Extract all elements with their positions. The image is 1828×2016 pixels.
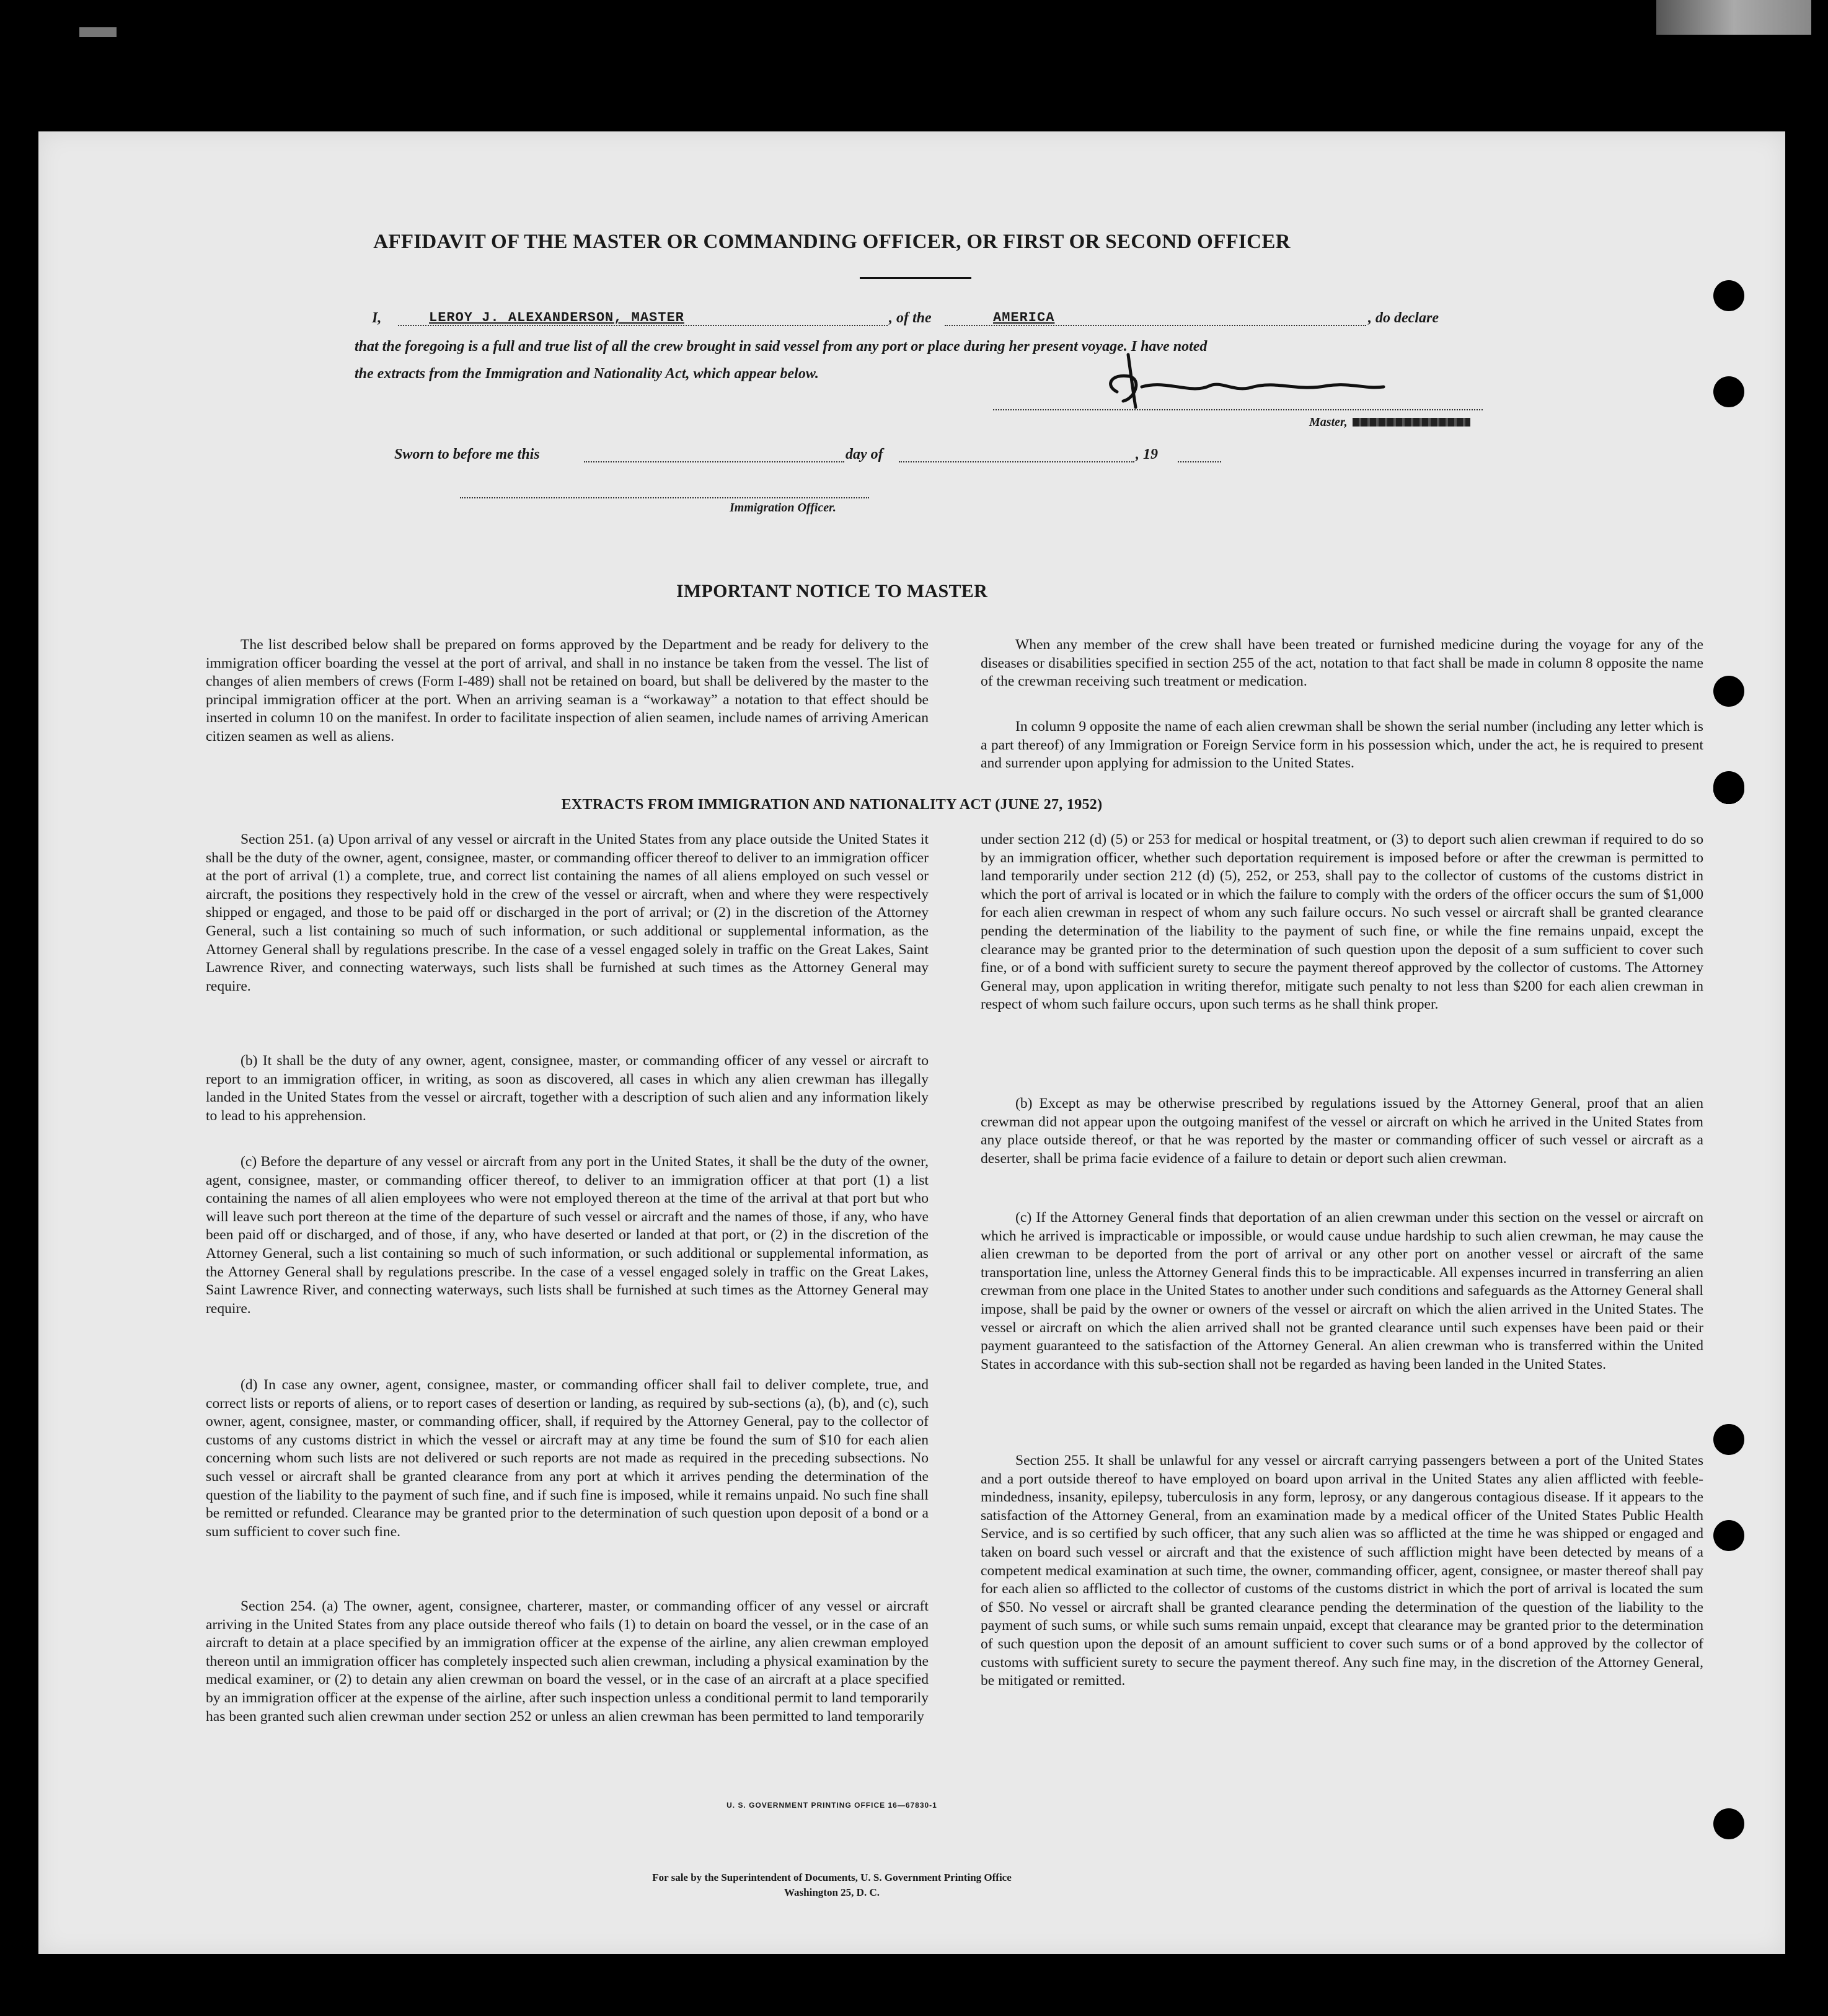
i-label: I, [372,310,382,326]
vessel-name-field[interactable]: AMERICA [993,310,1055,325]
punch-hole [1713,773,1744,804]
notice-right-paragraph-2: In column 9 opposite the name of each alien crewman shall be shown the serial number (including any letter which is a part thereof) of any Immigration or Foreign Service form in his possession which, under the act, he is required to present and surrender upon applying for admission to the United States. [981,718,1703,772]
day-of-label: day of [846,446,883,462]
section-251-c: (c) Before the departure of any vessel or aircraft from any port in the United States, it shall be the duty of the owner, agent, consignee, master, or commanding officer thereof, to deliver to an immigration officer at that port (1) a list containing the names of all alien employees who were not employed thereon at the time of the arrival at that port but who will leave such port thereon at the time of the departure of such vessel or aircraft and the names of those, if any, who have been paid off or discharged, and of those, if any, who have deserted or landed at that port, or (2) in the discretion of the Attorney General, such a list containing so much of such information, or such additional or supplemental information, as the Attorney General shall by regulations prescribe. In the case of a vessel engaged solely in traffic on the Great Lakes, Saint Lawrence River, and connecting waterways, such lists shall be furnished at such times as the Attorney General may require. [206,1154,929,1317]
struck-out-title [1353,418,1470,427]
declaration-line-2: that the foregoing is a full and true list of all the crew brought in said vessel from any port or place during her present voyage. I have noted [355,338,1208,355]
document-page [38,131,1785,1954]
notice-right-paragraph-1: When any member of the crew shall have been treated or furnished medicine during the voyage for any of the diseases or disabilities specified in section 255 of the act, notation to that fact shall be made in column 8 opposite the name of the crewman receiving such treatment or medication. [981,637,1703,690]
punch-hole [1713,676,1744,707]
signature-line [993,409,1483,410]
section-251-b: (b) It shall be the duty of any owner, agent, consignee, master, or commanding officer of any vessel or aircraft to report to an immigration officer, in writing, as soon as discovered, all cases in which any alien crewman has illegally landed in the United States from the vessel or aircraft, together with a description of such alien and any information likely to lead to his apprehension. [206,1053,929,1124]
master-label: Master, [1309,415,1348,429]
declaration-line-3: the extracts from the Immigration and Nationality Act, which appear below. [355,366,819,382]
punch-hole [1713,1808,1744,1839]
punch-hole [1713,1424,1744,1455]
sworn-label: Sworn to before me this [394,446,540,462]
printing-office-line: U. S. GOVERNMENT PRINTING OFFICE 16—67830-1 [726,1801,937,1810]
sworn-day-line [584,461,844,462]
notice-left-paragraph: The list described below shall be prepared on forms approved by the Department and be ready for delivery to the immigration officer boarding the vessel at the port of arrival, and shall in no instance be taken from the vessel. The list of changes of alien members of crews (Form I-489) shall not be retained on board, but shall be delivered by the master to the principal immigration officer at the port. When an arriving seaman is a “workaway” a notation to that effect should be inserted in column 10 on the manifest. In order to facilitate inspection of alien seamen, include names of arriving American citizen seamen as well as aliens. [206,637,929,745]
section-251-a: Section 251. (a) Upon arrival of any vessel or aircraft in the United States from any place outside the United States it shall be the duty of the owner, agent, consignee, master, or commanding officer thereof to deliver to an immigration officer at the port of arrival (1) a complete, true, and correct list containing the names of all aliens employed on such vessel or aircraft, the positions they respectively hold in the crew of the vessel or aircraft, when and where they were respectively shipped or engaged, and those to be paid off or discharged in the port of arrival; or (2) in the discretion of the Attorney General, such a list containing so much of such information, or such additional or supplemental information, as the Attorney General shall by regulations prescribe. In the case of a vessel engaged solely in traffic on the Great Lakes, Saint Lawrence River, and connecting waterways, such lists shall be furnished at such times as the Attorney General may require. [206,831,929,994]
punch-hole [1713,1520,1744,1551]
footer-line-1: For sale by the Superintendent of Documents, U. S. Government Printing Office [652,1872,1012,1883]
section-254-b: (b) Except as may be otherwise prescribed by regulations issued by the Attorney General, proof that an alien crewman did not appear upon the outgoing manifest of the vessel or aircraft on which he arrived in the United States from any place outside thereof, or that he was reported by the master or commanding officer of such vessel or aircraft as a deserter, shall be prima facie evidence of a failure to detain or deport such alien crewman. [981,1095,1703,1167]
affidavit-title: AFFIDAVIT OF THE MASTER OR COMMANDING OFFICER, OR FIRST OR SECOND OFFICER [373,231,1291,253]
immigration-officer-label: Immigration Officer. [730,501,836,515]
master-signature [1092,348,1427,417]
master-name-field[interactable]: LEROY J. ALEXANDERSON, MASTER [429,310,684,325]
punch-hole [1713,376,1744,407]
notice-title: IMPORTANT NOTICE TO MASTER [676,581,988,601]
sworn-year-line [1178,461,1221,462]
scan-smudge-top-left [79,27,117,37]
section-254-a: Section 254. (a) The owner, agent, consignee, charterer, master, or commanding officer of any vessel or aircraft arriving in the United States from any place outside thereof who fails (1) to detain on board the vessel, or in the case of an aircraft to detain at a place specified by an immigration officer at the expense of the airline, any alien crewman employed thereon until an immigration officer has completely inspected such alien crewman, including a physical examination by the medical examiner, or (2) to detain any alien crewman on board the vessel, or in the case of an aircraft at a place specified by an immigration officer at the expense of the airline, after such inspection unless a conditional permit to land temporarily has been granted such alien crewman under section 252 or unless an alien crewman has been permitted to land temporarily [206,1598,929,1725]
scan-smudge-top-right [1656,0,1811,35]
section-251-d: (d) In case any owner, agent, consignee, master, or commanding officer shall fail to deliver complete, true, and correct lists or reports of aliens, or to report cases of desertion or landing, as required by sub-sections (a), (b), and (c), such owner, agent, consignee, master, or commanding officer, shall, if required by the Attorney General, pay to the collector of customs of any customs district in which the vessel or aircraft may at any time be found the sum of $10 for each alien concerning whom such lists are not delivered or such reports are not made as required in the preceding subsections. No such vessel or aircraft shall be granted clearance from any port at which it arrives pending the determination of the question of the liability to the payment of such fine, and if such fine is imposed, while it remains unpaid. No such fine shall be remitted or refunded. Clearance may be granted prior to the determination of such question upon deposit of a bond or a sum sufficient to cover such fine. [206,1377,929,1540]
section-254-c: (c) If the Attorney General finds that deportation of an alien crewman under this section on the vessel or aircraft on which he arrived is impracticable or impossible, or would cause undue hardship to such alien crewman, he may cause the alien crewman to be deported from the port of arrival or any other port on another vessel or aircraft of the same transportation line, unless the Attorney General finds this to be impracticable. All expenses incurred in transferring an alien crewman from one place in the United States to another under such conditions and safeguards as the Attorney General shall impose, shall be paid by the owner or owners of the vessel or aircraft on which the alien arrived in the United States. The vessel or aircraft on which the alien arrived shall not be granted clearance until such expenses have been paid or their payment guaranteed to the satisfaction of the Attorney General. An alien crewman who is transferred within the United States in accordance with this sub-section shall not be regarded as having been landed in the United States. [981,1209,1703,1373]
sworn-month-line [899,461,1134,462]
immigration-officer-line [460,497,869,498]
section-254-a-cont: under section 212 (d) (5) or 253 for medical or hospital treatment, or (3) to deport such alien crewman if required to do so by an immigration officer, whether such deportation requirement is imposed before or after the crewman is permitted to land temporarily under section 212 (d) (5), 252, or 253, shall pay to the collector of customs of the customs district in which the port of arrival is located or in which the failure to comply with the orders of the officer occurs the sum of $1,000 for each alien crewman in respect of whom any such failure occurs. No such vessel or aircraft shall be granted clearance pending the determination of the liability to the payment of such fine, or while the fine remains unpaid, except the clearance may be granted prior to the determination of such question upon the deposit of a sum sufficient to cover such fine, or of a bond with sufficient surety to secure the payment thereof approved by the collector of customs. The Attorney General may, upon application in writing therefor, mitigate such penalty to not less than $200 for each alien crewman in respect of whom such failure occurs, upon such terms as he shall think proper. [981,831,1703,1013]
punch-hole [1713,280,1744,311]
title-underline [860,277,971,279]
of-the-label: , of the [889,310,932,326]
do-declare-label: , do declare [1368,310,1439,326]
extracts-title: EXTRACTS FROM IMMIGRATION AND NATIONALITY ACT (JUNE 27, 1952) [561,797,1103,813]
section-255: Section 255. It shall be unlawful for any vessel or aircraft carrying passengers between a port of the United States and a port outside thereof to have employed on board upon arrival in the United States any alien afflicted with feeble-mindedness, insanity, epilepsy, tuberculosis in any form, leprosy, or any dangerous contagious disease. If it appears to the satisfaction of the Attorney General, from an examination made by a medical officer of the United States Public Health Service, and is so certified by such officer, that any such alien was so afflicted at the time he was shipped or engaged and taken on board such vessel or aircraft and that the existence of such affliction might have been detected by means of a competent medical examination at such time, the owner, commanding officer, agent, consignee, or master thereof shall pay for each alien so afflicted to the collector of customs of the customs district in which the port of arrival is located the sum of $50. No vessel or aircraft shall be granted clearance pending the determination of the question of the liability to the payment of such sums, or while such sums remain unpaid, except that clearance may be granted prior to the determination of such question upon the deposit of an amount sufficient to cover such sums or of a bond approved by the collector of customs with sufficient surety to secure the payment thereof. Any such fine may, in the discretion of the Attorney General, be mitigated or remitted. [981,1452,1703,1689]
year-label: , 19 [1136,446,1158,462]
footer-line-2: Washington 25, D. C. [784,1886,880,1898]
